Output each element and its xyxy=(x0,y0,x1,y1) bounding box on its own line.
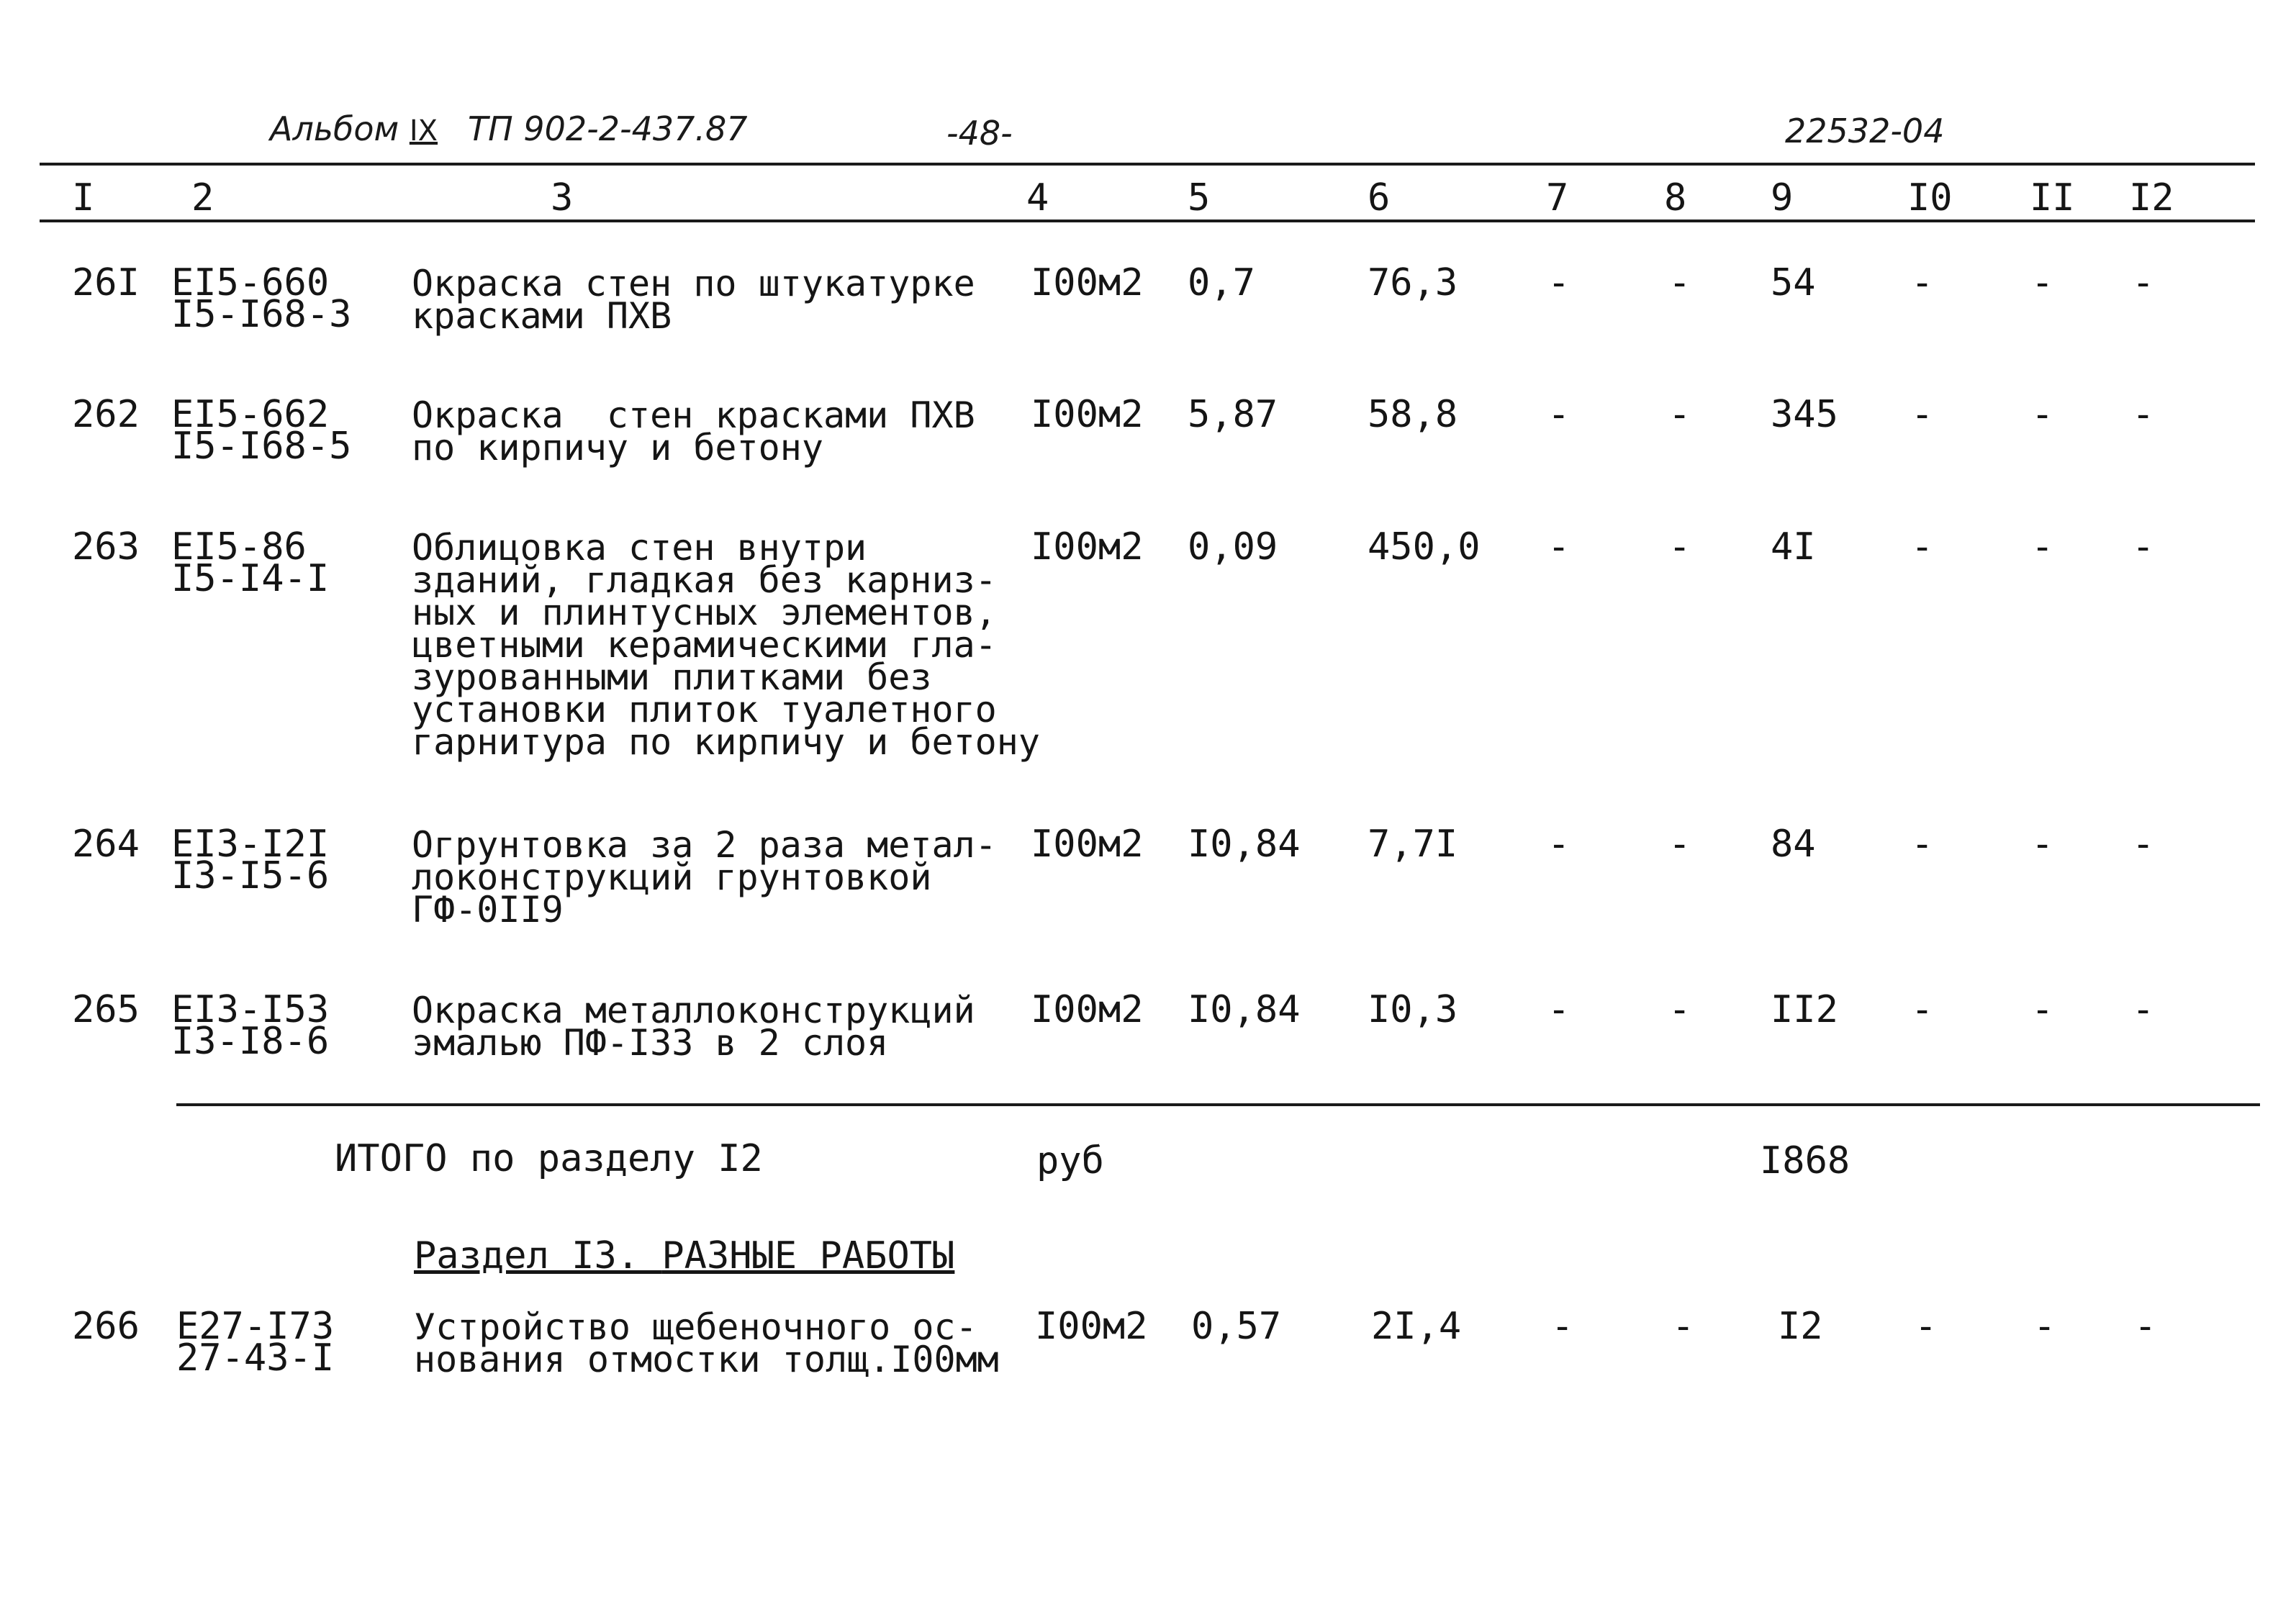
col-header-8: 8 xyxy=(1664,176,1687,220)
col-header-5: 5 xyxy=(1188,176,1211,220)
row-number: 265 xyxy=(72,988,140,1031)
col8-value: - xyxy=(1672,1305,1695,1348)
col8-value: - xyxy=(1668,988,1691,1031)
norm-code: EI5-662 xyxy=(171,393,330,436)
price-code: I3-I8-6 xyxy=(171,1020,330,1063)
col-header-2: 2 xyxy=(191,176,214,220)
cost-value: 345 xyxy=(1771,393,1838,436)
album-label: Альбом IX xyxy=(270,109,438,148)
cost-value: 54 xyxy=(1771,261,1816,304)
col10-value: - xyxy=(1915,1305,1938,1348)
col-header-9: 9 xyxy=(1771,176,1794,220)
col7-value: - xyxy=(1547,393,1570,436)
col8-value: - xyxy=(1668,261,1691,304)
col7-value: - xyxy=(1551,1305,1574,1348)
col12-value: - xyxy=(2134,1305,2157,1348)
col7-value: - xyxy=(1547,823,1570,866)
unit-price: 2I,4 xyxy=(1371,1305,1462,1348)
cost-value: 4I xyxy=(1771,525,1816,569)
norm-code: EI3-I2I xyxy=(171,823,330,866)
col10-value: - xyxy=(1911,525,1934,569)
unit: I00м2 xyxy=(1031,988,1144,1031)
unit-price: 7,7I xyxy=(1368,823,1458,866)
price-code: I5-I68-5 xyxy=(171,425,352,468)
norm-code: EI5-660 xyxy=(171,261,330,304)
col12-value: - xyxy=(2132,988,2155,1031)
unit: I00м2 xyxy=(1031,261,1144,304)
col11-value: - xyxy=(2033,1305,2056,1348)
col8-value: - xyxy=(1668,393,1691,436)
work-description: Устройство щебеночного ос- нования отмостки толщ.I00мм xyxy=(414,1306,999,1380)
document-code: 22532-04 xyxy=(1785,112,1945,150)
quantity: 0,09 xyxy=(1188,525,1278,569)
col-header-11: II xyxy=(2030,176,2075,220)
total-unit: руб xyxy=(1036,1139,1104,1182)
price-code: 27-43-I xyxy=(176,1336,335,1380)
unit: I00м2 xyxy=(1031,823,1144,866)
col11-value: - xyxy=(2031,393,2054,436)
header-bottom-rule xyxy=(40,220,2255,222)
col10-value: - xyxy=(1911,988,1934,1031)
col11-value: - xyxy=(2031,823,2054,866)
section-title: РАЗНЫЕ РАБОТЫ xyxy=(661,1234,955,1277)
unit-price: 76,3 xyxy=(1368,261,1458,304)
col7-value: - xyxy=(1547,525,1570,569)
col-header-6: 6 xyxy=(1368,176,1391,220)
col11-value: - xyxy=(2031,261,2054,304)
col12-value: - xyxy=(2132,823,2155,866)
col-header-7: 7 xyxy=(1546,176,1569,220)
work-description: Окраска стен красками ПХВ по кирпичу и бетону xyxy=(412,394,975,469)
col7-value: - xyxy=(1547,988,1570,1031)
col-header-3: 3 xyxy=(551,176,574,220)
section-heading xyxy=(414,1234,955,1277)
unit-price: 450,0 xyxy=(1368,525,1481,569)
col12-value: - xyxy=(2132,525,2155,569)
unit-price: 58,8 xyxy=(1368,393,1458,436)
cost-value: I2 xyxy=(1778,1305,1823,1348)
quantity: I0,84 xyxy=(1188,988,1301,1031)
page-number: -48- xyxy=(946,114,1013,153)
row-number: 26I xyxy=(72,261,140,304)
header-top-rule xyxy=(40,163,2255,166)
total-rule xyxy=(176,1103,2260,1106)
work-description: Окраска стен по штукатурке красками ПХВ xyxy=(412,263,975,337)
col-header-4: 4 xyxy=(1026,176,1049,220)
row-number: 264 xyxy=(72,823,140,866)
col12-value: - xyxy=(2132,261,2155,304)
album-number: IX xyxy=(409,114,438,148)
project-code: ТП 902-2-437.87 xyxy=(468,109,748,148)
total-value: I868 xyxy=(1760,1139,1850,1182)
col10-value: - xyxy=(1911,261,1934,304)
col8-value: - xyxy=(1668,823,1691,866)
work-description: Облицовка стен внутри зданий, гладкая без карниз- ных и плинтусных элементов, цветными керамическими гла- зурованными плитками без установки плиток туалетного гарнитура по кирпичу и бетону xyxy=(412,527,1040,763)
col7-value: - xyxy=(1547,261,1570,304)
cost-value: II2 xyxy=(1771,988,1838,1031)
price-code: I3-I5-6 xyxy=(171,854,330,897)
quantity: I0,84 xyxy=(1188,823,1301,866)
quantity: 0,57 xyxy=(1191,1305,1282,1348)
row-number: 263 xyxy=(72,525,140,569)
total-label: ИТОГО по разделу I2 xyxy=(335,1137,763,1180)
quantity: 5,87 xyxy=(1188,393,1278,436)
cost-value: 84 xyxy=(1771,823,1816,866)
col10-value: - xyxy=(1911,823,1934,866)
row-number: 266 xyxy=(72,1305,140,1348)
work-description: Окраска металлоконструкций эмалью ПФ-I33 в 2 слоя xyxy=(412,990,975,1064)
unit-price: I0,3 xyxy=(1368,988,1458,1031)
norm-code: E27-I73 xyxy=(176,1305,335,1348)
price-code: I5-I68-3 xyxy=(171,293,352,336)
norm-code: EI3-I53 xyxy=(171,988,330,1031)
unit: I00м2 xyxy=(1031,525,1144,569)
col-header-10: I0 xyxy=(1907,176,1953,220)
quantity: 0,7 xyxy=(1188,261,1255,304)
section-prefix: Раздел I3. xyxy=(414,1234,662,1277)
unit: I00м2 xyxy=(1035,1305,1148,1348)
col-header-1: I xyxy=(72,176,95,220)
col8-value: - xyxy=(1668,525,1691,569)
price-code: I5-I4-I xyxy=(171,557,330,600)
work-description: Огрунтовка за 2 раза метал- локонструкций грунтовкой ГФ-0II9 xyxy=(412,824,997,931)
col11-value: - xyxy=(2031,988,2054,1031)
norm-code: EI5-86 xyxy=(171,525,307,569)
col-header-12: I2 xyxy=(2129,176,2174,220)
col12-value: - xyxy=(2132,393,2155,436)
row-number: 262 xyxy=(72,393,140,436)
col10-value: - xyxy=(1911,393,1934,436)
unit: I00м2 xyxy=(1031,393,1144,436)
col11-value: - xyxy=(2031,525,2054,569)
